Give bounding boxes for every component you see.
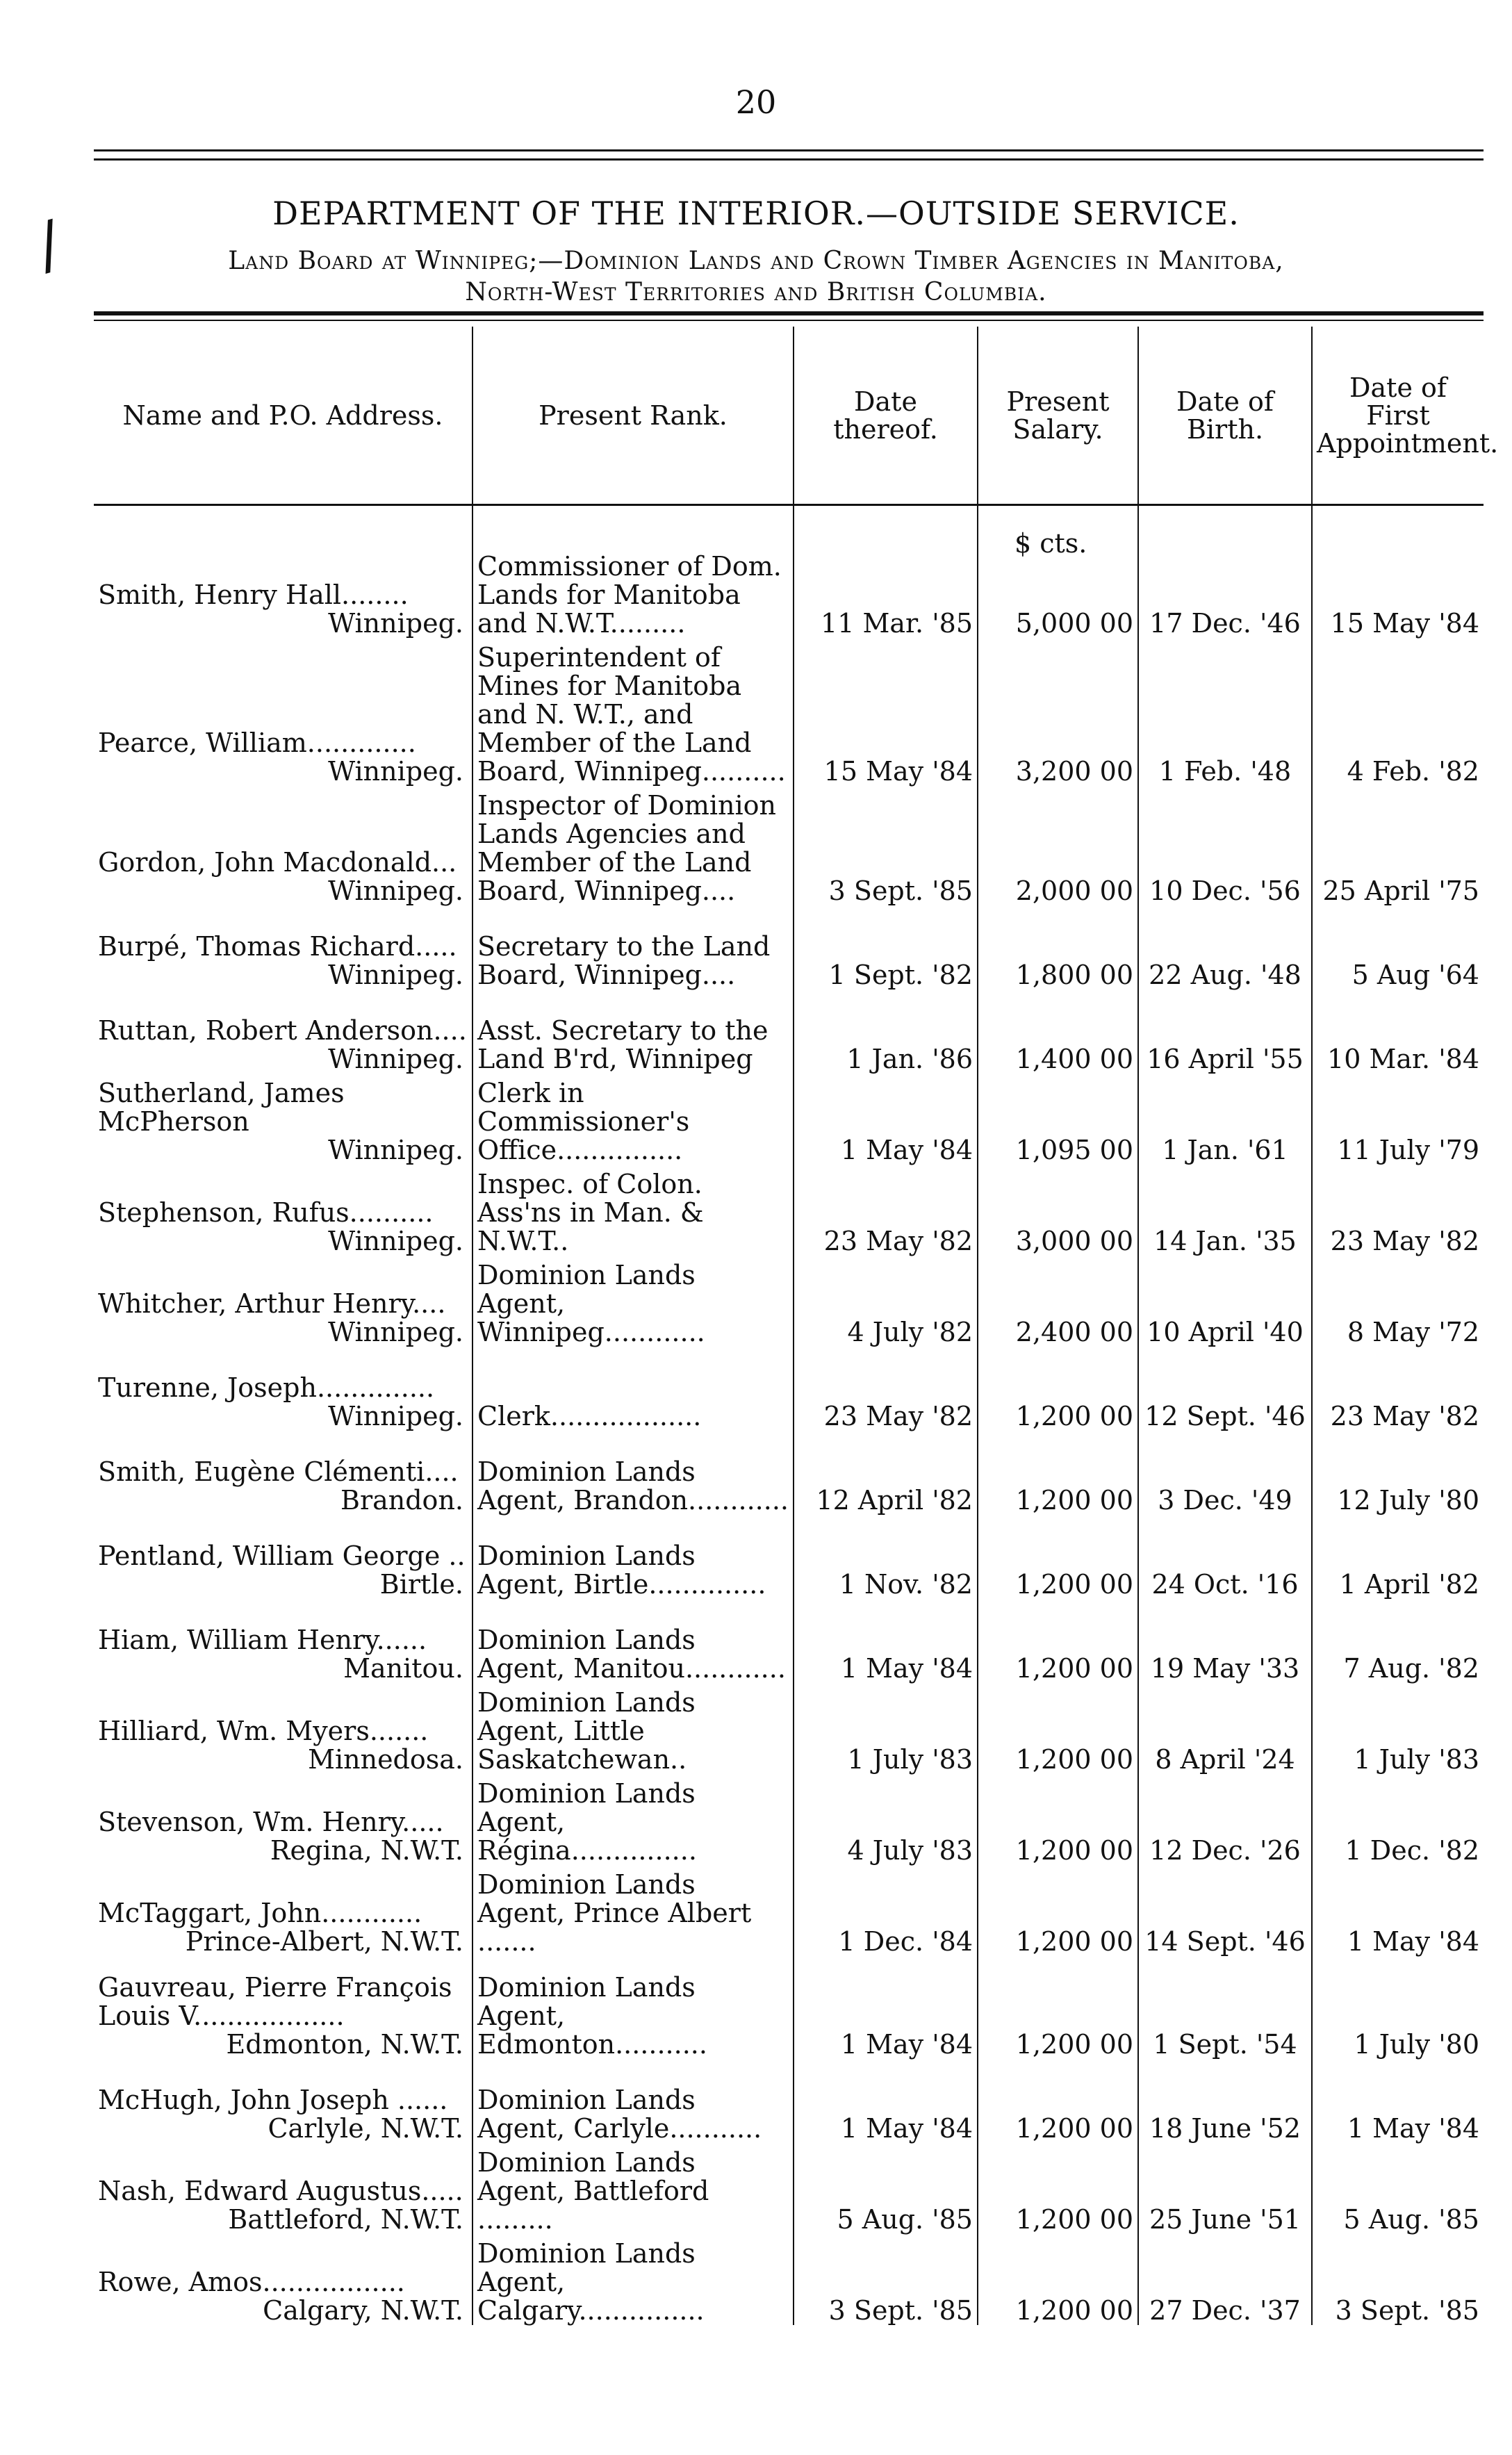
cell-date-thereof: 1 Jan. '86 xyxy=(794,990,978,1074)
employee-name: Hilliard, Wm. Myers....... xyxy=(98,1716,429,1746)
table-row xyxy=(94,1599,1484,1683)
cell-name-address xyxy=(94,1599,472,1683)
cell-date-thereof: 1 May '84 xyxy=(794,1074,978,1165)
employee-name: Nash, Edward Augustus..... xyxy=(98,2176,463,2206)
cell-first-appointment: 7 Aug. '82 xyxy=(1312,1599,1484,1683)
cell-date-thereof: 23 May '82 xyxy=(794,1165,978,1256)
cell-salary: 1,200 00 xyxy=(978,2143,1138,2234)
cell-date-thereof: 12 April '82 xyxy=(794,1431,978,1515)
employee-rank: Dominion Lands Agent, Battleford ......... xyxy=(477,2147,709,2235)
cell-rank xyxy=(472,990,794,1074)
cell-date-thereof: 1 Nov. '82 xyxy=(794,1515,978,1599)
employee-address: Edmonton, N.W.T. xyxy=(226,2029,463,2060)
cell-name-address xyxy=(94,1074,472,1165)
employee-address: Minnedosa. xyxy=(308,1744,463,1775)
cell-date-thereof: 3 Sept. '85 xyxy=(794,786,978,905)
employee-name: Stevenson, Wm. Henry..... xyxy=(98,1807,444,1837)
cell-birth: 12 Dec. '26 xyxy=(1138,1774,1312,1865)
cell-rank xyxy=(472,1683,794,1774)
cell-first-appointment: 1 May '84 xyxy=(1312,2059,1484,2143)
cell-date-thereof: 4 July '83 xyxy=(794,1774,978,1865)
cell-salary: 1,200 00 xyxy=(978,1683,1138,1774)
table-row xyxy=(94,1956,1484,2059)
cell-salary: 5,000 00 xyxy=(978,505,1138,639)
employee-name: Smith, Eugène Clémenti.... xyxy=(98,1456,459,1487)
cell-salary: 3,200 00 xyxy=(978,638,1138,786)
cell-birth: 8 April '24 xyxy=(1138,1683,1312,1774)
employee-name: Smith, Henry Hall........ xyxy=(98,580,409,610)
table-header-row xyxy=(94,327,1484,505)
employee-name: Gordon, John Macdonald... xyxy=(98,847,457,878)
employee-address: Carlyle, N.W.T. xyxy=(268,2113,463,2144)
table-row xyxy=(94,905,1484,990)
employee-name: Gauvreau, Pierre François Louis V.................. xyxy=(98,1972,452,2031)
employee-address: Winnipeg. xyxy=(328,1317,463,1347)
cell-birth: 22 Aug. '48 xyxy=(1138,905,1312,990)
header-rank: Present Rank. xyxy=(472,327,794,505)
employee-address: Manitou. xyxy=(343,1653,463,1684)
cell-date-thereof: 1 May '84 xyxy=(794,1956,978,2059)
header-name: Name and P.O. Address. xyxy=(94,327,472,505)
cell-birth: 14 Jan. '35 xyxy=(1138,1165,1312,1256)
page-number: 20 xyxy=(735,83,777,121)
employee-address: Winnipeg. xyxy=(328,876,463,906)
cell-rank xyxy=(472,786,794,905)
employee-rank: Asst. Secretary to the Land B'rd, Winnipeg xyxy=(477,1015,769,1074)
header-first-appointment: Date of First Appointment. xyxy=(1312,327,1484,505)
cell-date-thereof: 1 May '84 xyxy=(794,1599,978,1683)
cell-salary: 1,200 00 xyxy=(978,1347,1138,1431)
document-subtitle-line1: Land Board at Winnipeg;—Dominion Lands and Crown Timber Agencies in Manitoba, xyxy=(228,247,1284,275)
cell-name-address xyxy=(94,990,472,1074)
employee-name: McTaggart, John............ xyxy=(98,1898,422,1928)
cell-birth: 19 May '33 xyxy=(1138,1599,1312,1683)
cell-name-address xyxy=(94,1683,472,1774)
header-birth: Date of Birth. xyxy=(1138,327,1312,505)
employee-address: Brandon. xyxy=(340,1485,463,1516)
cell-name-address xyxy=(94,1347,472,1431)
cell-rank xyxy=(472,1515,794,1599)
cell-rank xyxy=(472,1956,794,2059)
cell-salary: 1,200 00 xyxy=(978,1431,1138,1515)
cell-date-thereof: 1 May '84 xyxy=(794,2059,978,2143)
cell-date-thereof: 1 July '83 xyxy=(794,1683,978,1774)
employee-name: Ruttan, Robert Anderson.... xyxy=(98,1015,467,1046)
cell-date-thereof: 23 May '82 xyxy=(794,1347,978,1431)
cell-name-address xyxy=(94,638,472,786)
table-row xyxy=(94,1515,1484,1599)
cell-birth: 10 Dec. '56 xyxy=(1138,786,1312,905)
cell-rank xyxy=(472,1865,794,1956)
employee-address: Winnipeg. xyxy=(328,1401,463,1431)
cell-first-appointment: 8 May '72 xyxy=(1312,1256,1484,1347)
employee-name: McHugh, John Joseph ...... xyxy=(98,2085,448,2115)
employee-name: Rowe, Amos................. xyxy=(98,2267,405,2297)
employee-rank: Superintendent of Mines for Manitoba and N. W.T., and Member of the Land Board, Winnipeg.......... xyxy=(477,642,786,787)
top-rule-double xyxy=(94,158,1484,161)
header-date-thereof: Date thereof. xyxy=(794,327,978,505)
cell-birth: 25 June '51 xyxy=(1138,2143,1312,2234)
cell-first-appointment: 11 July '79 xyxy=(1312,1074,1484,1165)
cell-name-address xyxy=(94,1431,472,1515)
cell-salary: 1,800 00 xyxy=(978,905,1138,990)
heading-rule-thin xyxy=(94,320,1484,321)
employee-address: Prince-Albert, N.W.T. xyxy=(185,1926,463,1957)
cell-salary: 3,000 00 xyxy=(978,1165,1138,1256)
employee-address: Winnipeg. xyxy=(328,1226,463,1256)
employee-rank: Dominion Lands Agent, Régina............... xyxy=(477,1778,697,1866)
table-row xyxy=(94,1683,1484,1774)
employee-rank: Dominion Lands Agent, Little Saskatchewan.. xyxy=(477,1687,696,1775)
cell-first-appointment: 12 July '80 xyxy=(1312,1431,1484,1515)
cell-rank xyxy=(472,1774,794,1865)
cell-rank xyxy=(472,638,794,786)
cell-first-appointment: 10 Mar. '84 xyxy=(1312,990,1484,1074)
pen-tick-mark: / xyxy=(28,206,69,284)
table-row xyxy=(94,2059,1484,2143)
document-subtitle-line2: North-West Territories and British Columbia. xyxy=(465,278,1047,306)
cell-rank xyxy=(472,1165,794,1256)
cell-birth: 27 Dec. '37 xyxy=(1138,2234,1312,2325)
cell-salary: 2,000 00 xyxy=(978,786,1138,905)
employee-rank: Dominion Lands Agent, Birtle.............. xyxy=(477,1541,766,1600)
cell-name-address xyxy=(94,1515,472,1599)
employee-rank: Commissioner of Dom. Lands for Manitoba and N.W.T......... xyxy=(477,551,782,639)
cell-birth: 3 Dec. '49 xyxy=(1138,1431,1312,1515)
cell-first-appointment: 1 May '84 xyxy=(1312,1865,1484,1956)
cell-date-thereof: 1 Dec. '84 xyxy=(794,1865,978,1956)
table-row xyxy=(94,505,1484,639)
cell-first-appointment: 5 Aug '64 xyxy=(1312,905,1484,990)
cell-birth: 24 Oct. '16 xyxy=(1138,1515,1312,1599)
employee-address: Winnipeg. xyxy=(328,1044,463,1074)
cell-salary: 1,200 00 xyxy=(978,1865,1138,1956)
cell-first-appointment: 1 July '80 xyxy=(1312,1956,1484,2059)
cell-salary: 1,200 00 xyxy=(978,1515,1138,1599)
employee-address: Winnipeg. xyxy=(328,608,463,639)
cell-date-thereof: 5 Aug. '85 xyxy=(794,2143,978,2234)
employee-rank: Clerk.................. xyxy=(477,1401,702,1431)
employee-name: Sutherland, James McPherson xyxy=(98,1078,345,1137)
employee-address: Battleford, N.W.T. xyxy=(228,2204,463,2235)
cell-salary: 1,200 00 xyxy=(978,1956,1138,2059)
cell-name-address xyxy=(94,1165,472,1256)
cell-rank xyxy=(472,905,794,990)
cell-name-address xyxy=(94,2234,472,2325)
cell-date-thereof: 11 Mar. '85 xyxy=(794,505,978,639)
employee-rank: Dominion Lands Agent, Manitou............ xyxy=(477,1625,786,1684)
cell-birth: 1 Jan. '61 xyxy=(1138,1074,1312,1165)
cell-first-appointment: 1 April '82 xyxy=(1312,1515,1484,1599)
cell-name-address xyxy=(94,905,472,990)
employee-address: Winnipeg. xyxy=(328,960,463,990)
employee-rank: Inspector of Dominion Lands Agencies and Member of the Land Board, Winnipeg.... xyxy=(477,790,777,906)
cell-name-address xyxy=(94,505,472,639)
cell-rank xyxy=(472,1599,794,1683)
table-row xyxy=(94,786,1484,905)
cell-name-address xyxy=(94,1256,472,1347)
table-row xyxy=(94,990,1484,1074)
cell-first-appointment: 1 Dec. '82 xyxy=(1312,1774,1484,1865)
cell-salary: 1,200 00 xyxy=(978,1599,1138,1683)
cell-birth: 1 Sept. '54 xyxy=(1138,1956,1312,2059)
table-row xyxy=(94,1074,1484,1165)
document-title: DEPARTMENT OF THE INTERIOR.—OUTSIDE SERVICE. xyxy=(272,195,1240,232)
cell-birth: 10 April '40 xyxy=(1138,1256,1312,1347)
employee-name: Stephenson, Rufus.......... xyxy=(98,1197,434,1228)
cell-rank xyxy=(472,1431,794,1515)
employee-rank: Clerk in Commissioner's Office............... xyxy=(477,1078,690,1165)
table-body xyxy=(94,505,1484,2326)
table-row xyxy=(94,1256,1484,1347)
employee-rank: Dominion Lands Agent, Prince Albert ....... xyxy=(477,1869,752,1957)
cell-salary: 1,200 00 xyxy=(978,2059,1138,2143)
cell-birth: 14 Sept. '46 xyxy=(1138,1865,1312,1956)
employee-address: Winnipeg. xyxy=(328,756,463,787)
employee-rank: Dominion Lands Agent, Edmonton........... xyxy=(477,1972,707,2060)
employee-address: Regina, N.W.T. xyxy=(270,1835,463,1866)
employee-name: Hiam, William Henry...... xyxy=(98,1625,427,1655)
table-row xyxy=(94,1165,1484,1256)
cell-salary: 1,200 00 xyxy=(978,1774,1138,1865)
cell-birth: 1 Feb. '48 xyxy=(1138,638,1312,786)
table-row xyxy=(94,1774,1484,1865)
employee-name: Pentland, William George .. xyxy=(98,1541,466,1571)
table-row xyxy=(94,2143,1484,2234)
employee-rank: Secretary to the Land Board, Winnipeg.... xyxy=(477,931,771,990)
cell-first-appointment: 3 Sept. '85 xyxy=(1312,2234,1484,2325)
cell-salary: 2,400 00 xyxy=(978,1256,1138,1347)
cell-birth: 12 Sept. '46 xyxy=(1138,1347,1312,1431)
cell-name-address xyxy=(94,786,472,905)
table-row xyxy=(94,1865,1484,1956)
cell-rank xyxy=(472,2143,794,2234)
cell-name-address xyxy=(94,1774,472,1865)
top-rule xyxy=(94,149,1484,151)
cell-rank xyxy=(472,2059,794,2143)
cell-rank xyxy=(472,1074,794,1165)
table-row xyxy=(94,1431,1484,1515)
table-row xyxy=(94,1347,1484,1431)
employee-rank: Dominion Lands Agent, Carlyle........... xyxy=(477,2085,762,2144)
cell-first-appointment: 23 May '82 xyxy=(1312,1165,1484,1256)
cell-date-thereof: 3 Sept. '85 xyxy=(794,2234,978,2325)
employee-rank: Dominion Lands Agent, Brandon............ xyxy=(477,1456,789,1516)
cell-name-address xyxy=(94,1865,472,1956)
staff-table xyxy=(94,327,1499,2326)
cell-first-appointment: 5 Aug. '85 xyxy=(1312,2143,1484,2234)
cell-birth: 16 April '55 xyxy=(1138,990,1312,1074)
table-row xyxy=(94,638,1484,786)
header-salary: Present Salary. xyxy=(978,327,1138,505)
cell-rank xyxy=(472,1347,794,1431)
cell-name-address xyxy=(94,1956,472,2059)
cell-first-appointment: 23 May '82 xyxy=(1312,1347,1484,1431)
cell-rank xyxy=(472,1256,794,1347)
employee-name: Turenne, Joseph.............. xyxy=(98,1372,435,1403)
cell-date-thereof: 1 Sept. '82 xyxy=(794,905,978,990)
employee-address: Calgary, N.W.T. xyxy=(263,2295,463,2326)
cell-salary: 1,095 00 xyxy=(978,1074,1138,1165)
cell-date-thereof: 4 July '82 xyxy=(794,1256,978,1347)
cell-date-thereof: 15 May '84 xyxy=(794,638,978,786)
cell-rank xyxy=(472,2234,794,2325)
cell-salary: 1,200 00 xyxy=(978,2234,1138,2325)
cell-first-appointment: 1 July '83 xyxy=(1312,1683,1484,1774)
cell-first-appointment: 4 Feb. '82 xyxy=(1312,638,1484,786)
employee-rank: Dominion Lands Agent, Calgary............... xyxy=(477,2238,705,2326)
cell-birth: 17 Dec. '46 xyxy=(1138,505,1312,639)
cell-first-appointment: 25 April '75 xyxy=(1312,786,1484,905)
cell-rank xyxy=(472,505,794,639)
table-row xyxy=(94,2234,1484,2325)
employee-name: Burpé, Thomas Richard..... xyxy=(98,931,457,962)
employee-rank: Inspec. of Colon. Ass'ns in Man. & N.W.T.. xyxy=(477,1169,704,1256)
cell-name-address xyxy=(94,2059,472,2143)
employee-name: Whitcher, Arthur Henry.... xyxy=(98,1288,446,1319)
heading-rule-thick xyxy=(94,311,1484,315)
cell-birth: 18 June '52 xyxy=(1138,2059,1312,2143)
cell-first-appointment: 15 May '84 xyxy=(1312,505,1484,639)
employee-name: Pearce, William............. xyxy=(98,728,416,758)
currency-header: $ cts. xyxy=(1014,528,1087,559)
cell-salary: 1,400 00 xyxy=(978,990,1138,1074)
cell-name-address xyxy=(94,2143,472,2234)
employee-address: Birtle. xyxy=(379,1569,463,1600)
employee-rank: Dominion Lands Agent, Winnipeg............ xyxy=(477,1260,705,1347)
employee-address: Winnipeg. xyxy=(328,1135,463,1165)
